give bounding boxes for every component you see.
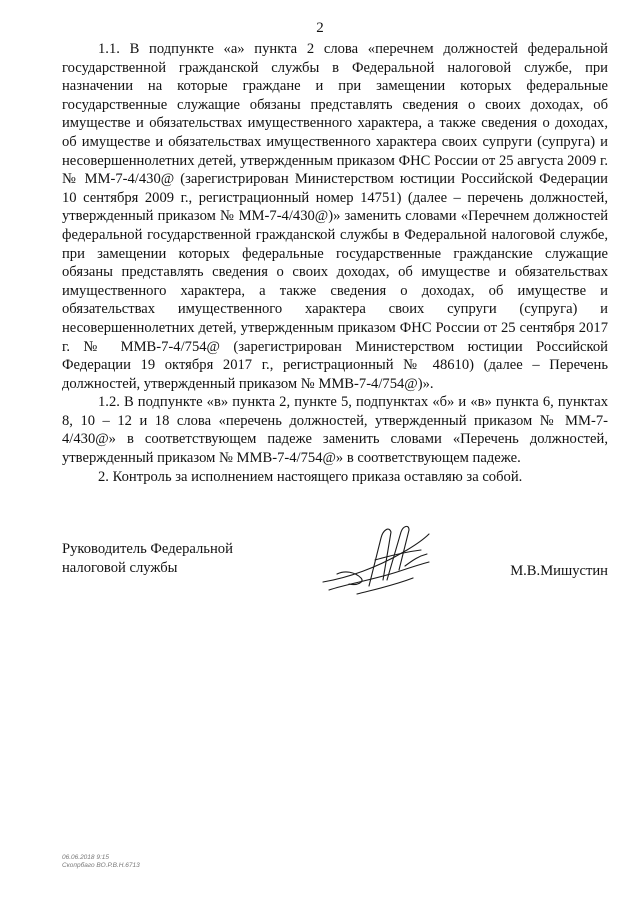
signature-block (62, 540, 608, 600)
signatory-name: М.В.Мишустин (510, 563, 608, 579)
paragraph-1-1: 1.1. В подпункте «а» пункта 2 слова «перечнем должностей федеральной государственной гражданской службы в Федеральной налоговой службе, при назначении на которые граждане и при замещении которых федеральные государственные служащие обязаны представлять сведения о своих доходах, об имуществе и обязательствах имущественного характера, а также сведения о доходах, об имуществе и обязательствах имущественного характера своих супруги (супруга) и несовершеннолетних детей, утвержденным приказом ФНС России от 25 августа 2009 г. № ММ-7-4/430@ (зарегистрирован Министерством юстиции Российской Федерации 10 сентября 2009 г., регистрационный номер 14751) (далее – перечень должностей, утвержденный приказом № ММ-7-4/430@)» заменить словами «Перечнем должностей федеральной государственной гражданской службы в Федеральной налоговой службе, при замещении которых федеральные государственные гражданские служащие обязаны представлять сведения о своих доходах, об имуществе и обязательствах имущественного характера, а также сведения о доходах, об имуществе и обязательствах имущественного характера своих супруги (супруга) и несовершеннолетних детей, утвержденным приказом ФНС России от 25 сентября 2017 г. № ММВ-7-4/754@ (зарегистрирован Министерством юстиции Российской Федерации 19 октября 2017 г., регистрационный № 48610) (далее – Перечень должностей, утвержденный приказом № ММВ-7-4/754@)». (62, 41, 608, 392)
signatory-position (62, 540, 282, 577)
page-number: 2 (316, 20, 324, 36)
stamp-reference: Скопрбаго ВО.Р.В.Н.6713 (62, 862, 140, 869)
stamp-timestamp: 06.06.2018 9:15 (62, 854, 109, 861)
signatory-position-line-1: Руководитель Федеральной (62, 541, 233, 557)
handwritten-signature (317, 520, 437, 600)
registration-stamp (62, 854, 140, 870)
signatory-position-line-2: налоговой службы (62, 559, 178, 576)
document-body (62, 40, 608, 486)
paragraph-2: 2. Контроль за исполнением настоящего приказа оставляю за собой. (98, 468, 523, 485)
paragraph-1-2: 1.2. В подпункте «в» пункта 2, пункте 5, подпунктах «б» и «в» пункта 6, пунктах 8, 10 – 12 и 18 слова «перечень должностей, утвержденный приказом № ММ-7-4/430@» в соответствующем падеже заменить словами «Перечень должностей, утвержденный приказом № ММВ-7-4/754@» в соответствующем падеже. (62, 394, 608, 467)
